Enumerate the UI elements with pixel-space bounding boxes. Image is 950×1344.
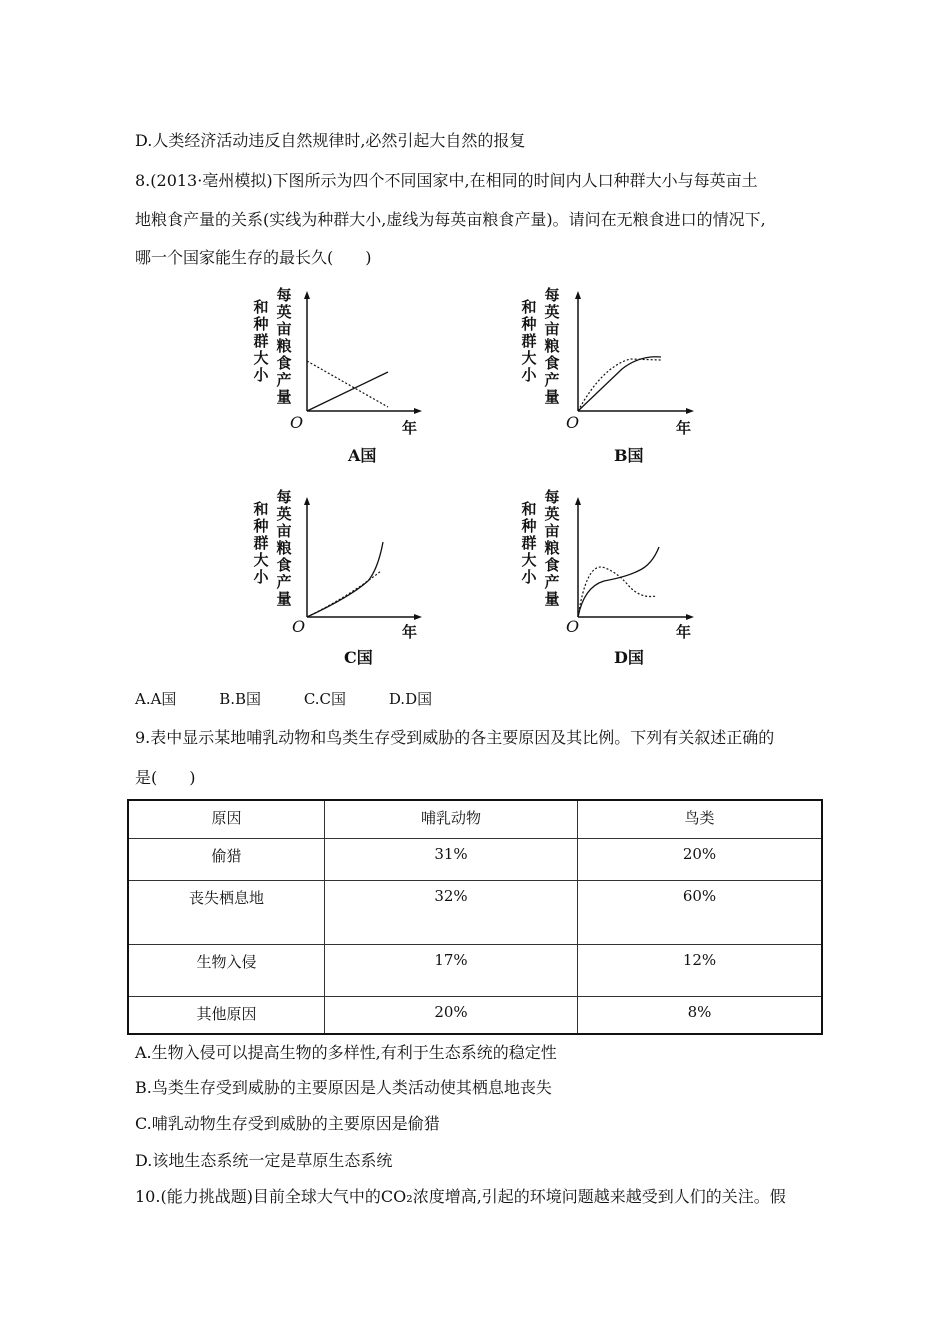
y-label-right: 每英亩粮食产量 [276, 488, 292, 608]
graph-b [518, 285, 718, 475]
option-d: D.D国 [388, 690, 433, 708]
table-cell: 其他原因 [128, 996, 325, 1034]
graph-caption: A国 [348, 446, 377, 465]
option-a: A.A国 [135, 690, 177, 708]
table-cell: 丧失栖息地 [128, 880, 325, 944]
graph-caption: B国 [614, 446, 644, 465]
question-9-line1: 9.表中显示某地哺乳动物和鸟类生存受到威胁的各主要原因及其比例。下列有关叙述正确的 [135, 728, 775, 747]
option-b: B.B国 [219, 690, 262, 708]
grain-yield-line [578, 359, 661, 411]
table-cell: 17% [325, 944, 578, 996]
graph-a [250, 285, 450, 475]
population-line [578, 357, 661, 411]
table-cell: 12% [578, 944, 823, 996]
table-header: 原因 [128, 800, 325, 838]
table-header: 哺乳动物 [325, 800, 578, 838]
table-cell: 31% [325, 838, 578, 880]
y-label-left: 和种群大小 [521, 298, 537, 384]
q9-option-b: B.鸟类生存受到威胁的主要原因是人类活动使其栖息地丧失 [135, 1078, 552, 1097]
table-header: 鸟类 [578, 800, 823, 838]
question-8-line3: 哪一个国家能生存的最长久( ) [135, 248, 372, 267]
y-label-left: 和种群大小 [253, 298, 269, 384]
x-axis-label: 年 [402, 623, 418, 641]
table-row [128, 996, 822, 1034]
origin-label: O [290, 413, 304, 432]
graph-c [250, 487, 450, 677]
population-line [307, 542, 383, 617]
y-label-left: 和种群大小 [521, 500, 537, 586]
table-row [128, 880, 822, 944]
q9-option-a: A.生物入侵可以提高生物的多样性,有利于生态系统的稳定性 [135, 1043, 557, 1062]
graph-d-plot [518, 487, 718, 647]
x-axis-label: 年 [402, 419, 418, 437]
threat-table [127, 799, 823, 1035]
table-cell: 20% [325, 996, 578, 1034]
question-9-line2: 是( ) [135, 768, 196, 787]
q9-option-d: D.该地生态系统一定是草原生态系统 [135, 1151, 393, 1170]
grain-yield-line [307, 361, 388, 407]
graph-d [518, 487, 718, 677]
table-cell: 32% [325, 880, 578, 944]
table-cell: 8% [578, 996, 823, 1034]
table-row [128, 944, 822, 996]
population-line [307, 372, 388, 411]
x-axis-label: 年 [676, 419, 692, 437]
table-cell: 60% [578, 880, 823, 944]
q9-option-c: C.哺乳动物生存受到威胁的主要原因是偷猎 [135, 1114, 440, 1133]
origin-label: O [566, 413, 580, 432]
origin-label: O [566, 617, 580, 636]
x-axis-label: 年 [676, 623, 692, 641]
option-c: C.C国 [303, 690, 347, 708]
table-cell: 偷猎 [128, 838, 325, 880]
graph-c-plot [250, 487, 450, 647]
table-cell: 20% [578, 838, 823, 880]
question-8-line2: 地粮食产量的关系(实线为种群大小,虚线为每英亩粮食产量)。请问在无粮食进口的情况下, [135, 210, 766, 229]
table-header-row [128, 800, 822, 838]
graph-a-plot [250, 285, 450, 445]
y-label-left: 和种群大小 [253, 500, 269, 586]
population-line [578, 547, 659, 617]
question-8-options [135, 688, 470, 709]
question-8-line1: 8.(2013·亳州模拟)下图所示为四个不同国家中,在相同的时间内人口种群大小与每英亩土 [135, 171, 758, 190]
option-d-q7: D.人类经济活动违反自然规律时,必然引起大自然的报复 [135, 131, 526, 150]
graph-b-plot [518, 285, 718, 445]
y-label-right: 每英亩粮食产量 [544, 488, 560, 608]
y-label-right: 每英亩粮食产量 [544, 286, 560, 406]
question-10-line1: 10.(能力挑战题)目前全球大气中的CO₂浓度增高,引起的环境问题越来越受到人们的关注。假 [135, 1187, 786, 1206]
graph-caption: D国 [614, 648, 644, 667]
graph-caption: C国 [344, 648, 373, 667]
grain-yield-line [578, 567, 656, 617]
table-cell: 生物入侵 [128, 944, 325, 996]
y-label-right: 每英亩粮食产量 [276, 286, 292, 406]
table-row [128, 838, 822, 880]
origin-label: O [292, 617, 306, 636]
